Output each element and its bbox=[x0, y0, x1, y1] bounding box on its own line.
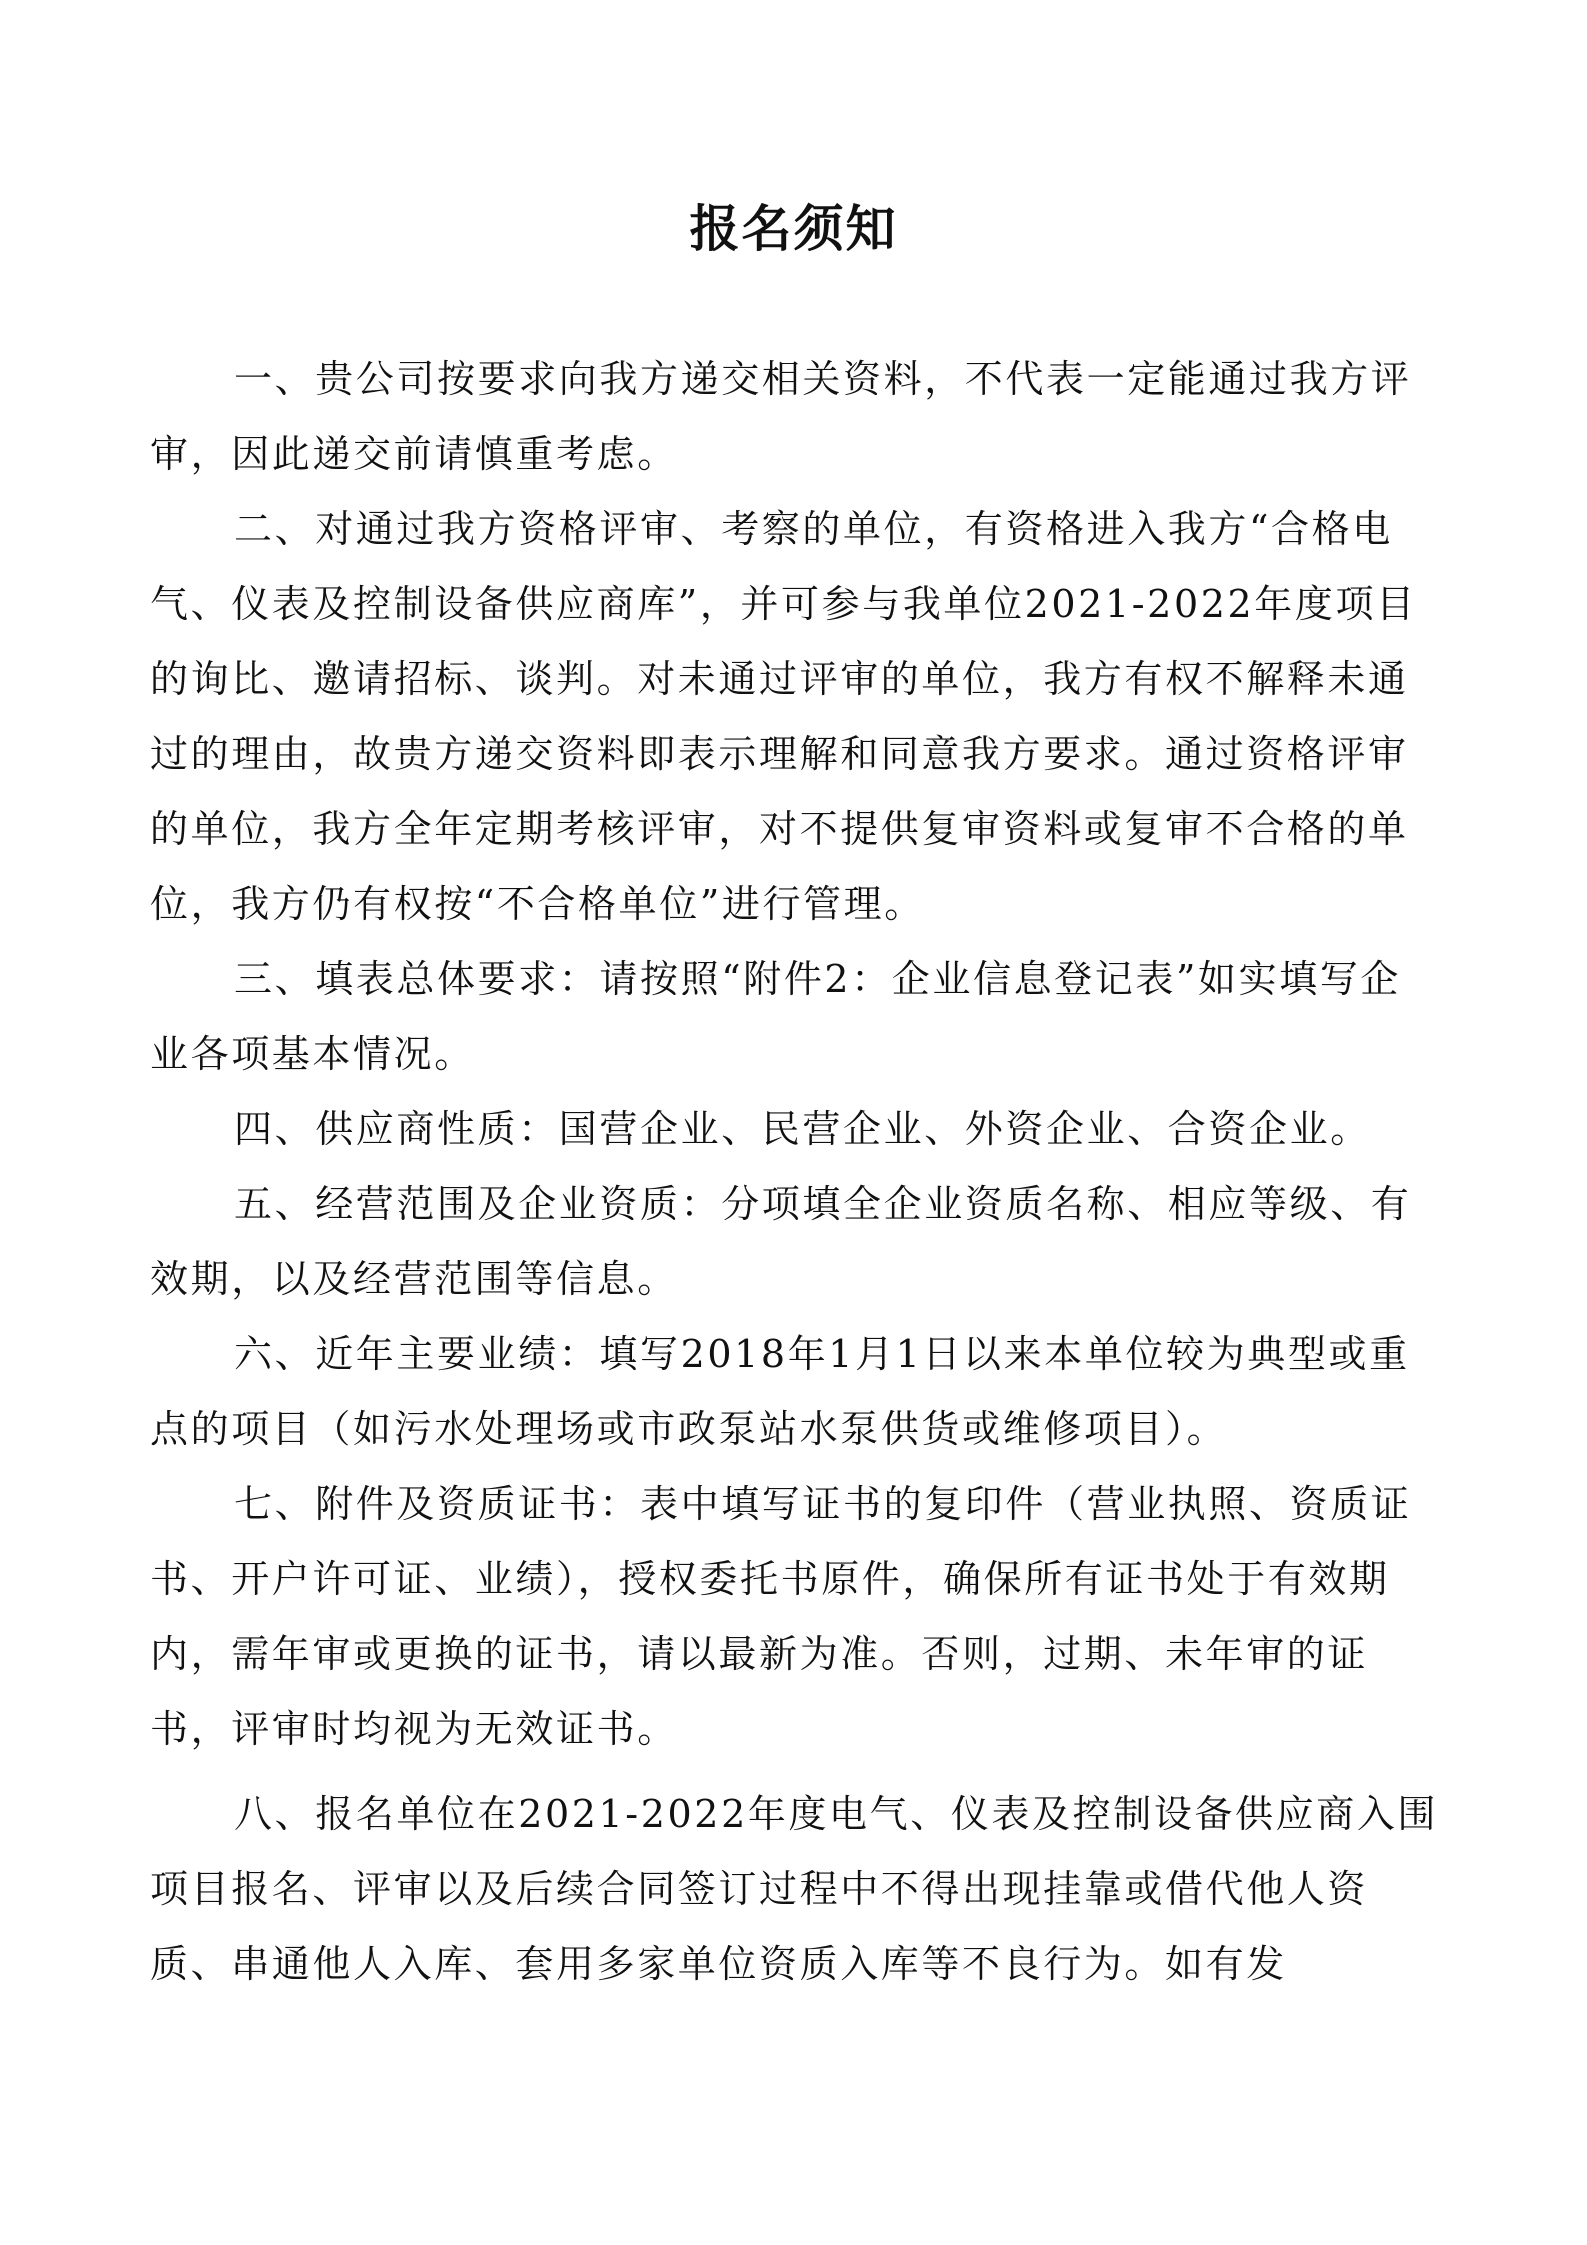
paragraph-3: 三、填表总体要求：请按照“附件2：企业信息登记表”如实填写企业各项基本情况。 bbox=[150, 957, 1402, 1076]
paragraph-1: 一、贵公司按要求向我方递交相关资料，不代表一定能通过我方评审，因此递交前请慎重考虑。 bbox=[150, 357, 1412, 476]
paragraph-4: 四、供应商性质：国营企业、民营企业、外资企业、合资企业。 bbox=[234, 1107, 1371, 1151]
paragraph-7: 七、附件及资质证书：表中填写证书的复印件（营业执照、资质证书、开户许可证、业绩），授权委托书原件，确保所有证书处于有效期内，需年审或更换的证书，请以最新为准。否则，过期、未年审的证书，评审时均视为无效证书。 bbox=[150, 1482, 1412, 1751]
document-title: 报名须知 bbox=[689, 200, 898, 258]
paragraph-5: 五、经营范围及企业资质：分项填全企业资质名称、相应等级、有效期，以及经营范围等信息。 bbox=[150, 1182, 1412, 1301]
paragraph-8: 八、报名单位在2021-2022年度电气、仪表及控制设备供应商入围项目报名、评审以及后续合同签订过程中不得出现挂靠或借代他人资质、串通他人入库、套用多家单位资质入库等不良行为。如有发 bbox=[150, 1792, 1439, 1986]
paragraph-6: 六、近年主要业绩：填写2018年1月1日以来本单位较为典型或重点的项目（如污水处理场或市政泵站水泵供货或维修项目）。 bbox=[150, 1332, 1410, 1451]
paragraph-2: 二、对通过我方资格评审、考察的单位，有资格进入我方“合格电气、仪表及控制设备供应商库”，并可参与我单位2021-2022年度项目的询比、邀请招标、谈判。对未通过评审的单位，我方有权不解释未通过的理由，故贵方递交资料即表示理解和同意我方要求。通过资格评审的单位，我方全年定期考核评审，对不提供复审资料或复审不合格的单位，我方仍有权按“不合格单位”进行管理。 bbox=[150, 507, 1417, 926]
document-body bbox=[150, 342, 1440, 2002]
